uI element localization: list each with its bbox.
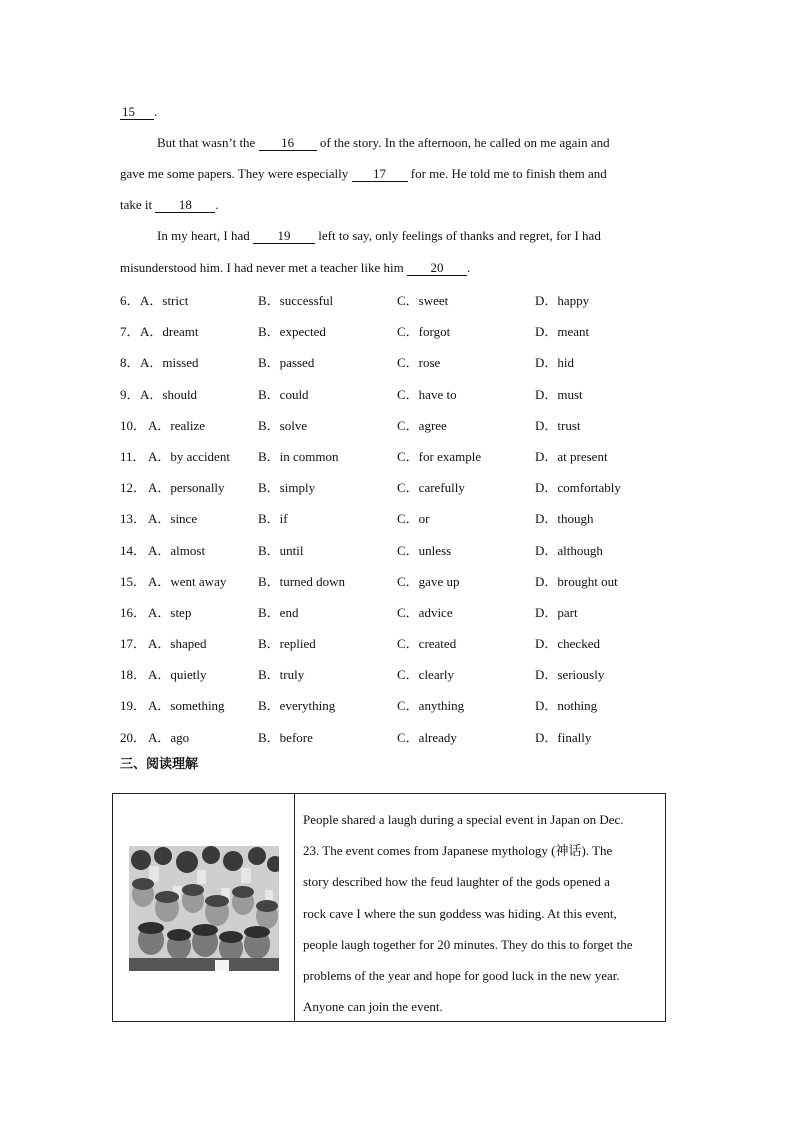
question-number: 9． — [120, 386, 140, 402]
option-row — [120, 633, 680, 664]
option-d[interactable]: D．although — [535, 542, 603, 558]
question-number: 19． — [120, 698, 147, 714]
option-a[interactable]: A．something — [148, 698, 225, 714]
option-d[interactable]: D．trust — [535, 417, 581, 433]
option-a[interactable]: A．realize — [148, 417, 206, 433]
option-a[interactable]: A．quietly — [148, 667, 207, 683]
option-d[interactable]: D．must — [535, 386, 583, 402]
blank-18[interactable]: 18 — [155, 198, 215, 213]
reading-line: 23. The event comes from Japanese mythology (神话). The — [303, 843, 613, 859]
option-row — [120, 571, 680, 602]
section-title: 三、阅读理解 — [120, 757, 199, 772]
option-c[interactable]: C．for example — [397, 448, 482, 464]
option-d[interactable]: D．meant — [535, 324, 590, 340]
reading-line: Anyone can join the event. — [303, 999, 443, 1015]
option-b[interactable]: B．successful — [258, 293, 334, 308]
option-row — [120, 540, 680, 571]
option-c[interactable]: C．have to — [397, 386, 457, 402]
option-c[interactable]: C．already — [397, 729, 457, 745]
option-c[interactable]: C．or — [397, 511, 430, 527]
option-a[interactable]: A．personally — [148, 480, 225, 496]
option-d[interactable]: D．finally — [535, 729, 592, 745]
option-c[interactable]: C．unless — [397, 542, 452, 558]
table-divider — [294, 794, 295, 1021]
option-d[interactable]: D．hid — [535, 355, 575, 371]
option-c[interactable]: C．advice — [397, 604, 453, 620]
option-a[interactable]: A．went away — [148, 573, 227, 589]
option-row — [120, 664, 680, 695]
reading-passage — [303, 804, 663, 1022]
question-number: 10． — [120, 417, 147, 433]
option-d[interactable]: D．comfortably — [535, 480, 621, 496]
option-a[interactable]: A．by accident — [148, 448, 230, 464]
passage-line-5: In my heart, I had 19 left to say, only feelings of thanks and regret, for I had — [157, 228, 601, 243]
option-b[interactable]: B．before — [258, 729, 313, 745]
option-row — [120, 477, 680, 508]
question-number: 14． — [120, 542, 147, 558]
blank-16[interactable]: 16 — [259, 136, 317, 151]
blank-15[interactable]: 15 — [120, 105, 154, 120]
option-row — [120, 352, 680, 383]
reading-line: rock cave I where the sun goddess was hiding. At this event, — [303, 905, 617, 921]
option-c[interactable]: C．gave up — [397, 573, 460, 589]
blank-17[interactable]: 17 — [352, 167, 408, 182]
option-row — [120, 727, 680, 758]
passage-line-4: take it 18 . — [120, 197, 219, 212]
option-c[interactable]: C．forgot — [397, 324, 451, 340]
option-row — [120, 384, 680, 415]
option-a[interactable]: A．ago — [148, 729, 190, 745]
option-c[interactable]: C．agree — [397, 417, 447, 433]
option-b[interactable]: B．simply — [258, 480, 316, 496]
option-d[interactable]: D．part — [535, 604, 578, 620]
options-list — [120, 290, 680, 758]
option-row — [120, 290, 680, 321]
option-d[interactable]: D．nothing — [535, 698, 598, 714]
option-b[interactable]: B．truly — [258, 667, 305, 683]
option-a[interactable]: A．shaped — [148, 636, 207, 652]
passage-line-2: But that wasn’t the 16 of the story. In the afternoon, he called on me again and — [157, 135, 610, 150]
option-a[interactable]: A．should — [140, 386, 198, 402]
reading-table — [112, 793, 666, 1022]
option-c[interactable]: C．sweet — [397, 293, 449, 308]
option-b[interactable]: B．replied — [258, 636, 316, 652]
question-number: 17． — [120, 636, 147, 652]
option-d[interactable]: D．though — [535, 511, 594, 527]
option-b[interactable]: B．until — [258, 542, 304, 558]
passage-line-6: misunderstood him. I had never met a teacher like him 20 . — [120, 260, 471, 275]
reading-line: story described how the feud laughter of the gods opened a — [303, 874, 610, 890]
question-number: 16． — [120, 604, 147, 620]
option-row — [120, 508, 680, 539]
option-row — [120, 602, 680, 633]
option-c[interactable]: C．anything — [397, 698, 465, 714]
question-number: 7． — [120, 324, 140, 340]
option-a[interactable]: A．step — [148, 604, 192, 620]
blank-19[interactable]: 19 — [253, 229, 315, 244]
option-d[interactable]: D．happy — [535, 293, 590, 308]
option-c[interactable]: C．carefully — [397, 480, 465, 496]
passage-line-1: 15 . — [122, 104, 158, 119]
question-number: 11． — [120, 448, 146, 464]
question-number: 20． — [120, 729, 147, 745]
option-d[interactable]: D．seriously — [535, 667, 605, 683]
option-row — [120, 446, 680, 477]
option-c[interactable]: C．created — [397, 636, 457, 652]
option-b[interactable]: B．everything — [258, 698, 336, 714]
option-b[interactable]: B．passed — [258, 355, 315, 371]
blank-20[interactable]: 20 — [407, 261, 467, 276]
crowd-photo — [129, 846, 279, 971]
question-number: 18． — [120, 667, 147, 683]
option-c[interactable]: C．clearly — [397, 667, 455, 683]
option-b[interactable]: B．end — [258, 604, 299, 620]
question-number: 13． — [120, 511, 147, 527]
question-number: 12． — [120, 480, 147, 496]
option-a[interactable]: A．dreamt — [140, 324, 199, 340]
option-row — [120, 415, 680, 446]
reading-line: problems of the year and hope for good luck in the new year. — [303, 968, 620, 984]
option-a[interactable]: A．almost — [148, 542, 206, 558]
option-d[interactable]: D．brought out — [535, 573, 618, 589]
passage-line-3: gave me some papers. They were especially 17 for me. He told me to finish them and — [120, 166, 607, 181]
option-b[interactable]: B．expected — [258, 324, 326, 340]
option-d[interactable]: D．checked — [535, 636, 600, 652]
option-b[interactable]: B．turned down — [258, 573, 346, 589]
question-number: 15． — [120, 573, 147, 589]
option-b[interactable]: B．could — [258, 386, 309, 402]
option-b[interactable]: B．solve — [258, 417, 308, 433]
option-c[interactable]: C．rose — [397, 355, 441, 371]
option-d[interactable]: D．at present — [535, 448, 608, 464]
option-b[interactable]: B．in common — [258, 448, 339, 464]
question-number: 6． — [120, 293, 140, 308]
option-a[interactable]: A．strict — [140, 293, 189, 308]
reading-line: People shared a laugh during a special event in Japan on Dec. — [303, 812, 624, 827]
option-a[interactable]: A．missed — [140, 355, 199, 371]
option-row — [120, 321, 680, 352]
option-b[interactable]: B．if — [258, 511, 288, 527]
reading-line: people laugh together for 20 minutes. They do this to forget the — [303, 936, 633, 952]
option-row — [120, 695, 680, 726]
option-a[interactable]: A．since — [148, 511, 198, 527]
question-number: 8． — [120, 355, 140, 371]
